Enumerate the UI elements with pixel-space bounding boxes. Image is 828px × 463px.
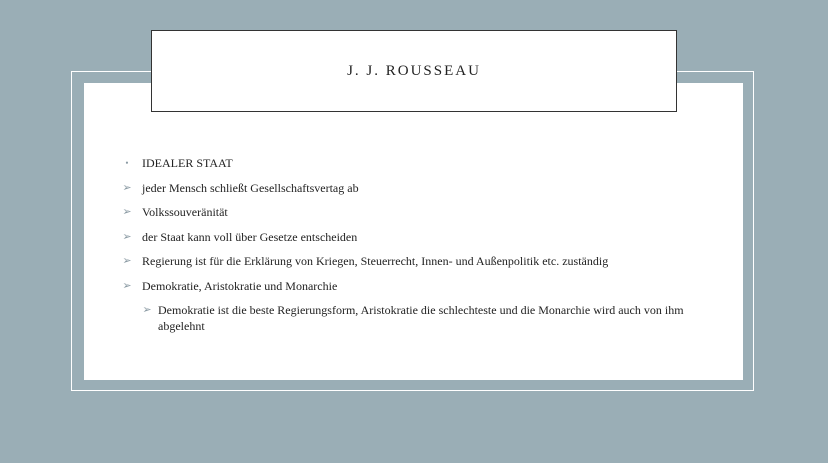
bullet-text: IDEALER STAAT (142, 156, 233, 170)
bullet-text: Volkssouveränität (142, 205, 228, 219)
bullet-text: jeder Mensch schließt Gesellschaftsvertag ab (142, 180, 359, 195)
arrow-bullet-icon: ➢ (122, 206, 132, 218)
arrow-bullet-icon: ➢ (122, 181, 132, 194)
bullet-text: Demokratie, Aristokratie und Monarchie (142, 278, 338, 293)
arrow-bullet-icon: ➢ (142, 304, 152, 316)
bullet-item (138, 302, 718, 334)
slide-title: J. J. ROUSSEAU (347, 62, 481, 79)
arrow-bullet-icon: ➢ (122, 255, 132, 267)
bullet-dot-icon: • (125, 158, 129, 168)
bullet-list (118, 155, 718, 343)
bullet-item (118, 253, 718, 269)
bullet-item (118, 278, 718, 294)
arrow-bullet-icon: ➢ (122, 279, 132, 292)
arrow-bullet-icon: ➢ (122, 230, 132, 243)
bullet-item (118, 180, 718, 196)
bullet-item (118, 229, 718, 245)
slide-title-box (151, 30, 677, 112)
bullet-text: Regierung ist für die Erklärung von Kriegen, Steuerrecht, Innen- und Außenpolitik etc. zuständig (142, 254, 609, 268)
bullet-text: der Staat kann voll über Gesetze entscheiden (142, 229, 358, 244)
bullet-item (118, 155, 718, 171)
bullet-text: Demokratie ist die beste Regierungsform, Aristokratie die schlechteste und die Monarchie wird auch von ihm abgelehnt (158, 303, 684, 333)
bullet-item (118, 204, 718, 220)
